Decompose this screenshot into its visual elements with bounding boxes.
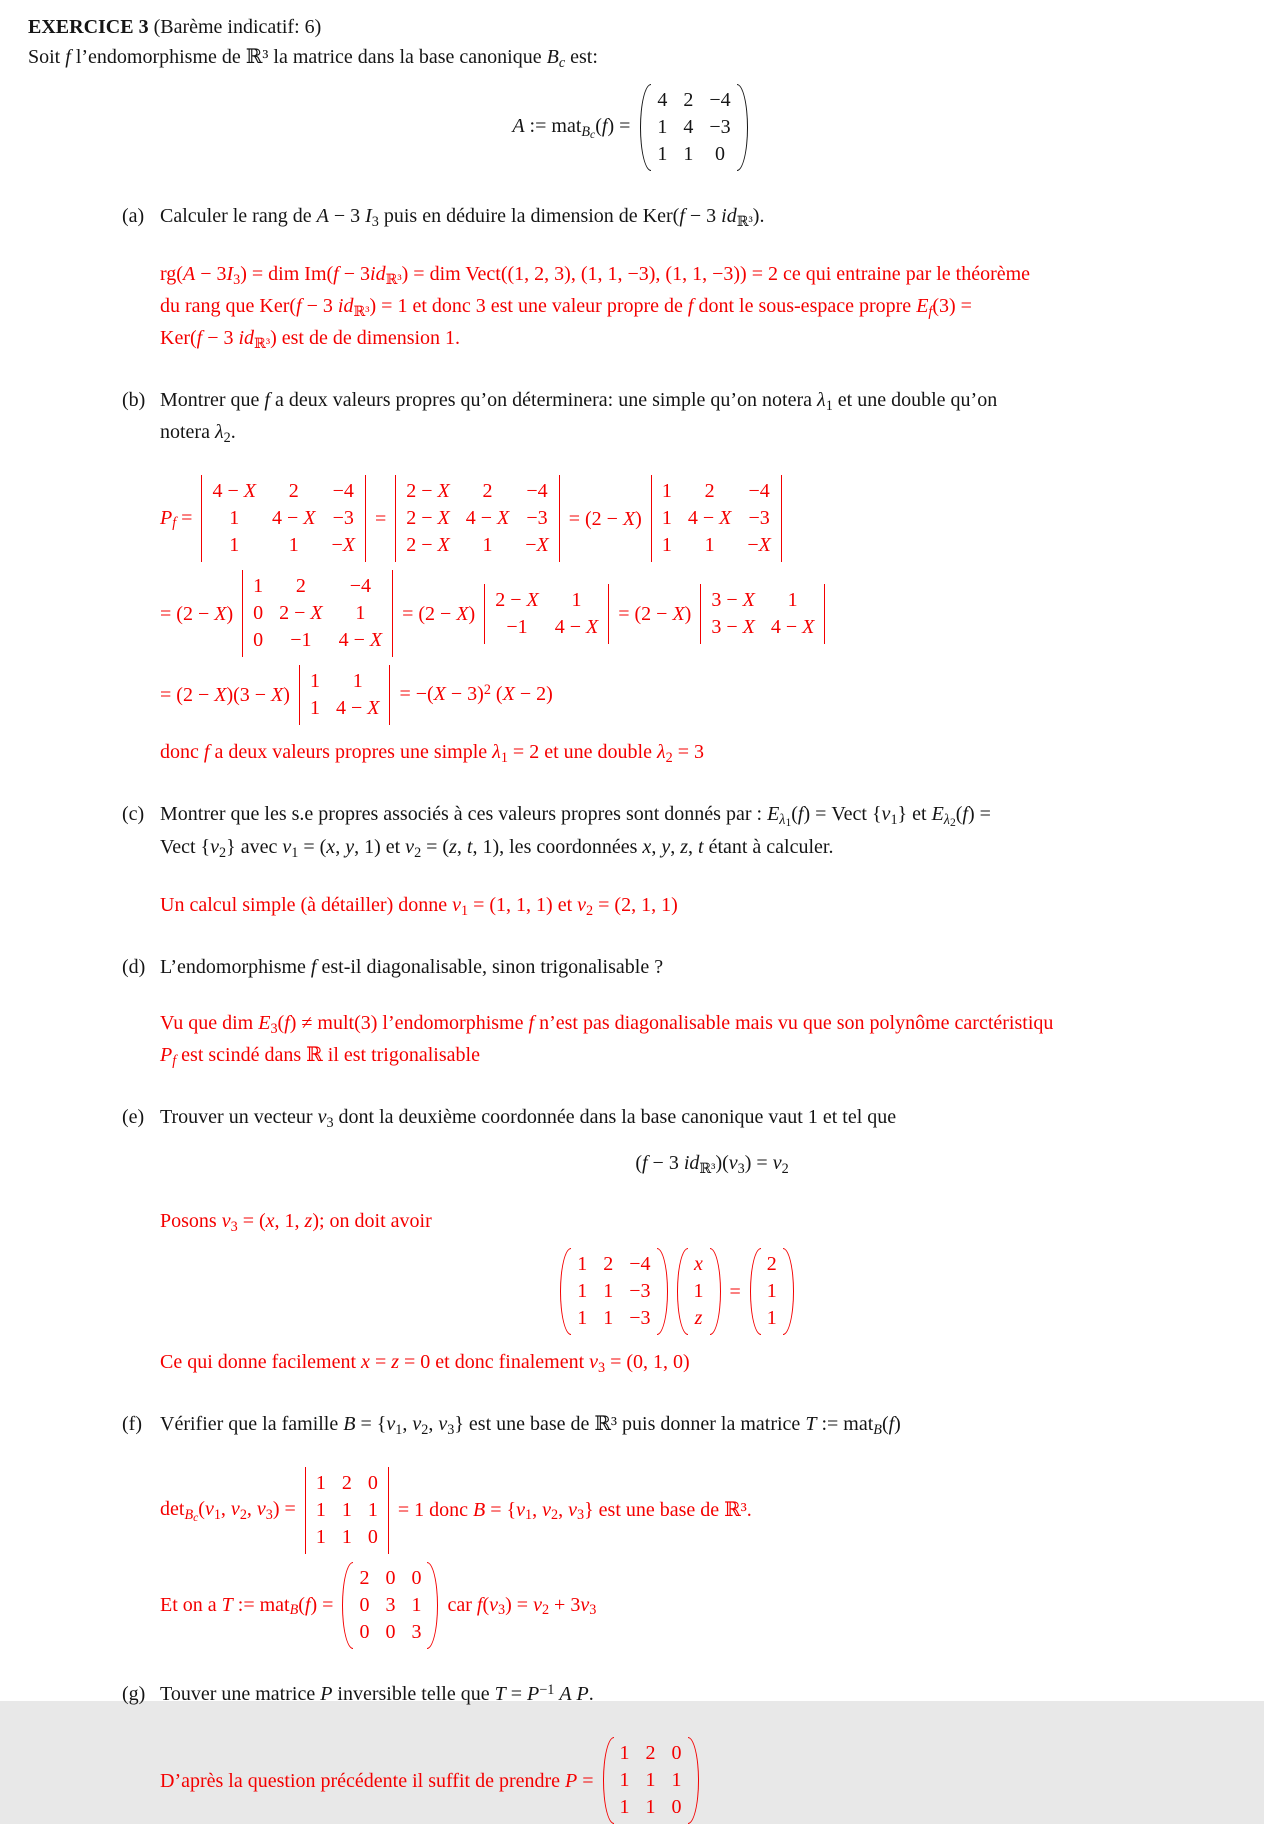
question-c-line-1	[160, 799, 1264, 832]
pf-lhs: Pf =	[160, 506, 193, 532]
pf-line-1	[160, 475, 1264, 562]
answer-g	[160, 1737, 1264, 1824]
exercise-header	[28, 12, 1264, 42]
matrix-A-lhs: A := matB$_c$(f) =	[512, 115, 631, 142]
question-c-text-1: Montrer que les s.e propres associés à ces valeurs propres sont donnés par : $E\lambda_1(f)$ = Vect {v1} et $E\lambda_2(f)$ =	[160, 803, 991, 830]
factor-2-minus-x: = (2 − X)	[568, 507, 642, 530]
equals-sign: =	[374, 507, 387, 530]
matrix-A: 4 2 −4 1 4 −3 1 1 0	[640, 84, 747, 171]
question-g-text: Touver une matrice P inversible telle que $T = P^{-1}$ A P.	[160, 1682, 594, 1705]
condition-v3-equation: (f − 3 idℝ³)(v3) = v2	[635, 1152, 789, 1177]
answer-e-line-1	[160, 1206, 1264, 1238]
pf-determinant-5: 2 − X 1 −1 4 − X	[484, 584, 609, 644]
item-a-label: (a)	[122, 205, 145, 227]
item-c	[28, 799, 1264, 922]
item-b	[28, 385, 1264, 769]
matrix-T: 2 0 0 0 3 1 0 0 3	[342, 1562, 438, 1649]
display-condition-v3	[160, 1148, 1264, 1180]
intro-line	[28, 42, 1264, 74]
pf-determinant-6: 3 − X 1 3 − X 4 − X	[700, 584, 825, 644]
intro-text: Soit f l’endomorphisme de ℝ³ la matrice dans la base canonique Bc est:	[28, 46, 598, 71]
factor-2-minus-x: = (2 − X)	[618, 602, 692, 625]
answer-f	[160, 1467, 1264, 1649]
pf-determinant-4: 1 2 −4 0 2 − X 1 0 −1 4 − X	[242, 570, 393, 657]
pf-determinant-2: 2 − X 2 −4 2 − X 4 − X −3 2 − X 1 −X	[395, 475, 560, 562]
question-e-text: Trouver un vecteur v3 dont la deuxième coordonnée dans la base canonique vaut 1 et tel que	[160, 1106, 897, 1131]
answer-a-line-2	[160, 291, 1264, 323]
matrix-T-line	[160, 1562, 1264, 1649]
pf-line-2	[160, 570, 1264, 657]
answer-c-line	[160, 890, 1264, 922]
matrix-P: 1 2 0 1 1 1 1 1 0	[603, 1737, 699, 1824]
answer-c	[160, 890, 1264, 922]
answer-e-line-2	[160, 1347, 1264, 1379]
factor-2-minus-x: = (2 − X)	[160, 602, 234, 625]
item-f	[28, 1409, 1264, 1649]
pf-conclusion-text: donc f a deux valeurs propres une simple λ1 = 2 et une double λ2 = 3	[160, 741, 704, 766]
question-c-line-2	[160, 832, 1264, 864]
item-e	[28, 1102, 1264, 1379]
question-f-text: Vérifier que la famille B = {v1, v2, v3} est une base de ℝ³ puis donner la matrice T := matB(f)	[160, 1413, 901, 1438]
answer-d-line-1	[160, 1008, 1264, 1040]
question-e	[160, 1102, 1264, 1134]
display-matrix-A	[28, 84, 1232, 171]
answer-e-text-1: Posons v3 = (x, 1, z); on doit avoir	[160, 1210, 432, 1235]
answer-e	[160, 1206, 1264, 1379]
answer-d-line-2	[160, 1040, 1264, 1072]
question-a	[160, 201, 1264, 233]
answer-d-text-2: Pf est scindé dans ℝ il est trigonalisable	[160, 1044, 480, 1069]
question-a-text: Calculer le rang de A − 3 I3 puis en déduire la dimension de Ker(f − 3 idℝ³).	[160, 205, 765, 230]
pf-determinant-1: 4 − X 2 −4 1 4 − X −3 1 1 −X	[201, 475, 366, 562]
matrix-T-reason: car f(v3) = v2 + 3v3	[447, 1593, 597, 1619]
base-check-line	[160, 1467, 1264, 1554]
pf-line-3	[160, 665, 1264, 725]
answer-d-text-1: Vu que dim E3(f) ≠ mult(3) l’endomorphisme f n’est pas diagonalisable mais vu que son polynôme carctéristiqu	[160, 1012, 1054, 1037]
item-e-label: (e)	[122, 1106, 145, 1128]
answer-a-text-1: rg(A − 3I3) = dim Im(f − 3idℝ³) = dim Vect((1, 2, 3), (1, 1, −3), (1, 1, −3)) = 2 ce qui entraine par le théorème	[160, 263, 1031, 288]
answer-a-text-2: du rang que Ker(f − 3 idℝ³) = 1 et donc 3 est une valeur propre de f dont le sous-espace propre Ef(3) =	[160, 295, 972, 320]
answer-a-line-1	[160, 259, 1264, 291]
item-c-label: (c)	[122, 803, 145, 825]
question-b-line-1	[160, 385, 1264, 417]
answer-a-text-3: Ker(f − 3 idℝ³) est de de dimension 1.	[160, 327, 461, 352]
answer-c-text: Un calcul simple (à détailler) donne v1 = (1, 1, 1) et v2 = (2, 1, 1)	[160, 894, 678, 919]
det-base-lhs: detB$_c$(v1, v2, v3) =	[160, 1498, 296, 1525]
pf-result: = $-(X - 3)^2$ (X − 2)	[399, 682, 553, 705]
item-d-label: (d)	[122, 956, 146, 978]
answer-d	[160, 1008, 1264, 1072]
pf-conclusion	[160, 737, 1264, 769]
question-c-text-2: Vect {v2} avec v1 = (x, y, 1) et v2 = (z, t, 1), les coordonnées x, y, z, t étant à calculer.	[160, 836, 834, 861]
factor-2-minus-x: = (2 − X)	[402, 602, 476, 625]
system-equation	[160, 1248, 1194, 1335]
answer-b	[160, 475, 1264, 769]
matrix-P-lhs: D’après la question précédente il suffit de prendre P =	[160, 1769, 594, 1792]
question-b-line-2	[160, 417, 1264, 449]
pf-determinant-7: 1 1 1 4 − X	[299, 665, 391, 725]
exercise-title: EXERCICE 3 (Barème indicatif: 6)	[28, 16, 322, 38]
equals-sign: =	[729, 1280, 741, 1303]
item-f-label: (f)	[122, 1413, 142, 1435]
question-d-text: L’endomorphisme f est-il diagonalisable, sinon trigonalisable ?	[160, 956, 664, 978]
answer-a	[160, 259, 1264, 355]
det-base-conclusion: = 1 donc B = {v1, v2, v3} est une base de ℝ³.	[397, 1498, 752, 1524]
factor-product: = (2 − X)(3 − X)	[160, 684, 290, 706]
item-g	[28, 1679, 1264, 1824]
det-base-check: 1 2 0 1 1 1 1 1 0	[305, 1467, 389, 1554]
pf-determinant-3: 1 2 −4 1 4 − X −3 1 1 −X	[651, 475, 782, 562]
vector-unknowns: x 1 z	[677, 1248, 721, 1335]
question-g	[160, 1679, 1264, 1711]
item-a	[28, 201, 1264, 355]
question-b-text-1: Montrer que f a deux valeurs propres qu’on déterminera: une simple qu’on notera λ1 et une double qu’on	[160, 389, 998, 414]
item-d	[28, 952, 1264, 1072]
answer-a-line-3	[160, 323, 1264, 355]
vector-rhs: 2 1 1	[750, 1248, 794, 1335]
question-b-text-2: notera λ2.	[160, 421, 236, 446]
item-b-label: (b)	[122, 389, 146, 411]
answer-e-text-2: Ce qui donne facilement x = z = 0 et donc finalement v3 = (0, 1, 0)	[160, 1351, 690, 1376]
question-f	[160, 1409, 1264, 1441]
question-d	[160, 952, 1264, 982]
system-matrix: 1 2 −4 1 1 −3 1 1 −3	[560, 1248, 667, 1335]
item-g-label: (g)	[122, 1683, 146, 1705]
matrix-P-line	[160, 1737, 1264, 1824]
matrix-T-lhs: Et on a T := matB(f) =	[160, 1593, 334, 1619]
